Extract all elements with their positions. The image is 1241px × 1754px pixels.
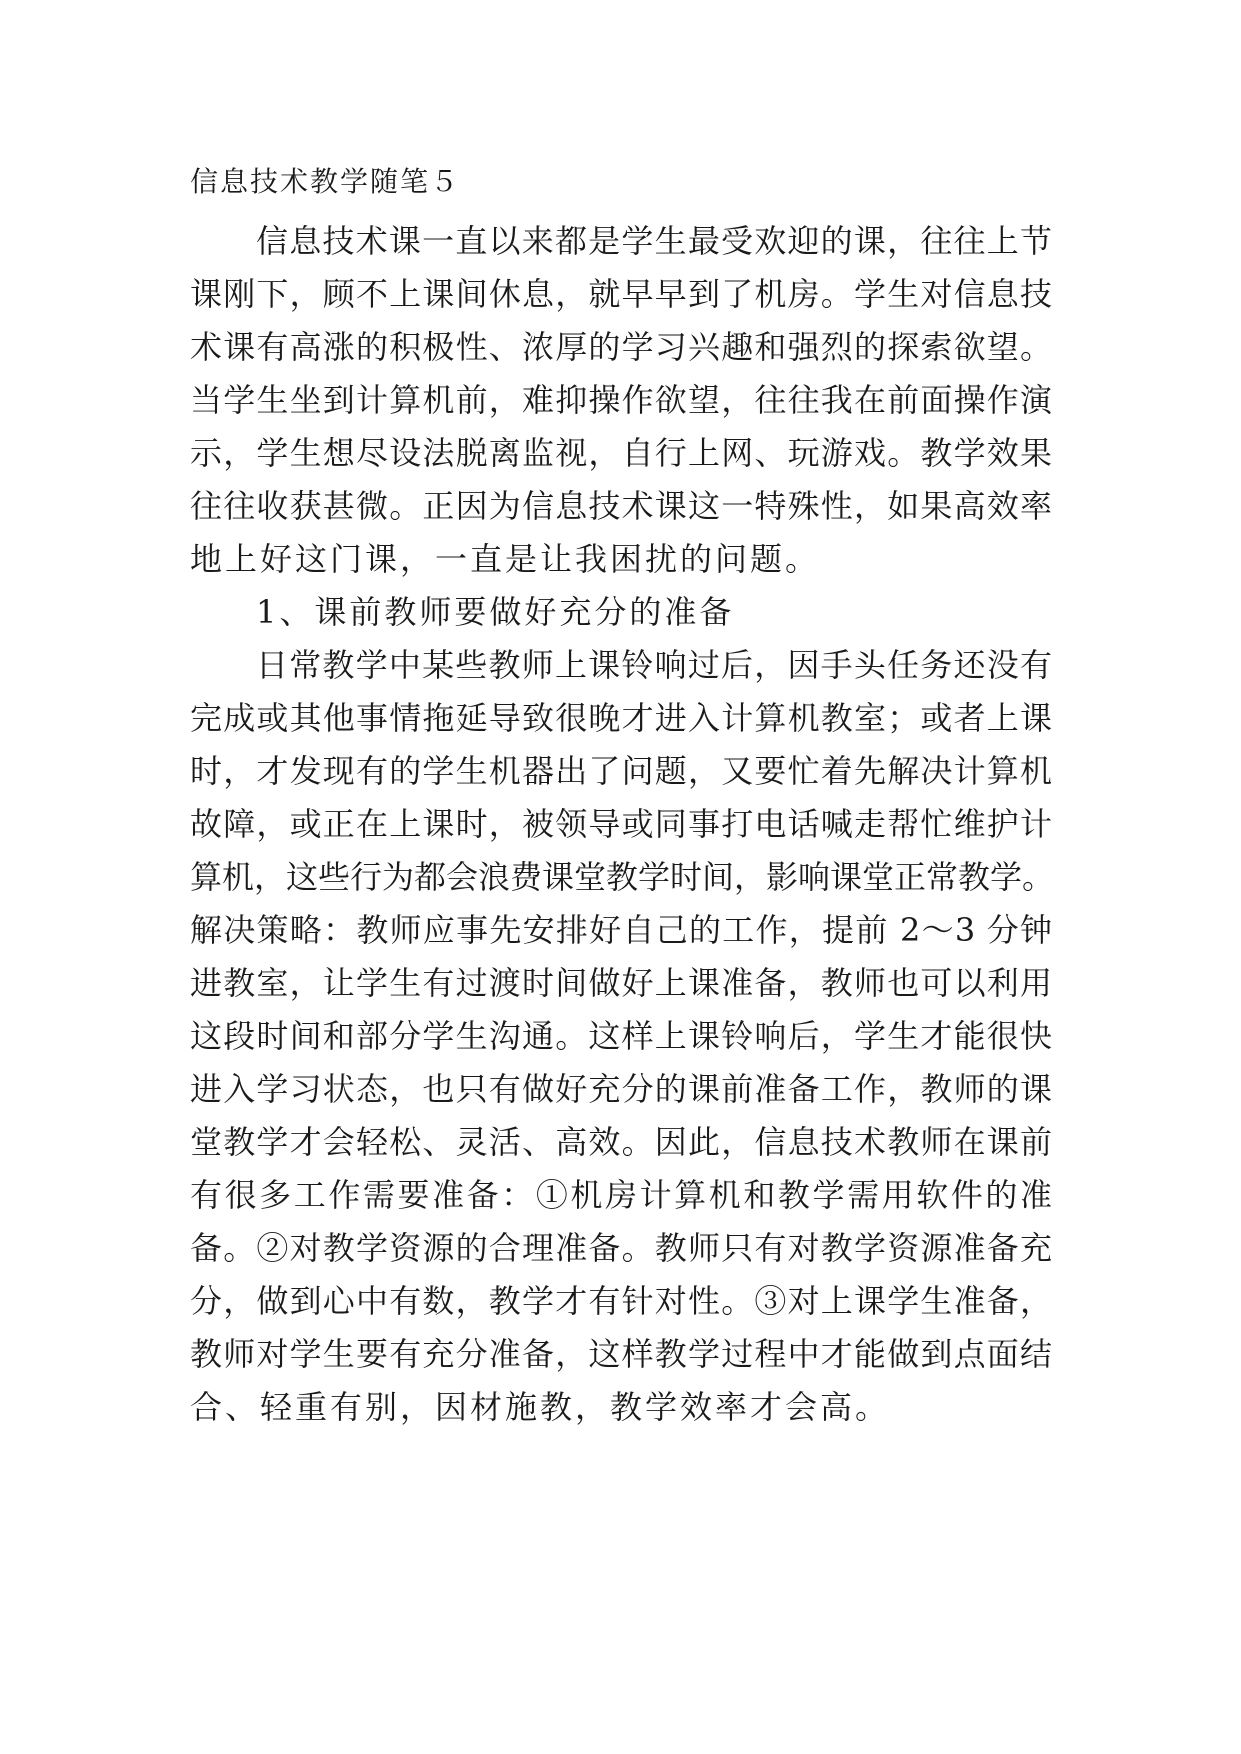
paragraph-2-line: 完成或其他事情拖延导致很晚才进入计算机教室；或者上课 [190,699,1052,737]
paragraph-2-line: 堂教学才会轻松、灵活、高效。因此，信息技术教师在课前 [190,1123,1052,1161]
paragraph-2-line: 进入学习状态，也只有做好充分的课前准备工作，教师的课 [190,1070,1052,1108]
paragraph-2-line: 分，做到心中有数，教学才有针对性。③对上课学生准备， [190,1282,1052,1320]
document-title: 信息技术教学随笔５ [190,165,461,198]
paragraph-1-line: 往往收获甚微。正因为信息技术课这一特殊性，如果高效率 [190,487,1052,525]
paragraph-1-line: 示，学生想尽设法脱离监视，自行上网、玩游戏。教学效果 [190,434,1052,472]
paragraph-1-line: 课刚下，顾不上课间休息，就早早到了机房。学生对信息技 [190,275,1052,313]
paragraph-1-line: 术课有高涨的积极性、浓厚的学习兴趣和强烈的探索欲望。 [190,328,1052,366]
paragraph-2-line: 有很多工作需要准备：①机房计算机和教学需用软件的准 [190,1176,1052,1214]
paragraph-2-line: 合、轻重有别，因材施教，教学效率才会高。 [190,1388,891,1426]
paragraph-2-line: 时，才发现有的学生机器出了问题，又要忙着先解决计算机 [190,752,1052,790]
paragraph-2-line: 这段时间和部分学生沟通。这样上课铃响后，学生才能很快 [190,1017,1052,1055]
paragraph-2-line: 算机，这些行为都会浪费课堂教学时间，影响课堂正常教学。 [190,858,1055,896]
section-heading: 1、课前教师要做好充分的准备 [256,593,735,631]
paragraph-2-line: 教师对学生要有充分准备，这样教学过程中才能做到点面结 [190,1335,1052,1373]
paragraph-2-line: 日常教学中某些教师上课铃响过后，因手头任务还没有 [256,646,1052,684]
paragraph-2-line: 故障，或正在上课时，被领导或同事打电话喊走帮忙维护计 [190,805,1052,843]
paragraph-2-line: 备。②对教学资源的合理准备。教师只有对教学资源准备充 [190,1229,1052,1267]
paragraph-1-line: 信息技术课一直以来都是学生最受欢迎的课，往往上节 [256,222,1052,260]
paragraph-2-line: 解决策略：教师应事先安排好自己的工作，提前 2～3 分钟 [190,911,1052,949]
paragraph-2-line: 进教室，让学生有过渡时间做好上课准备，教师也可以利用 [190,964,1052,1002]
paragraph-1-line: 当学生坐到计算机前，难抑操作欲望，往往我在前面操作演 [190,381,1052,419]
paragraph-1-line: 地上好这门课，一直是让我困扰的问题。 [190,540,821,578]
